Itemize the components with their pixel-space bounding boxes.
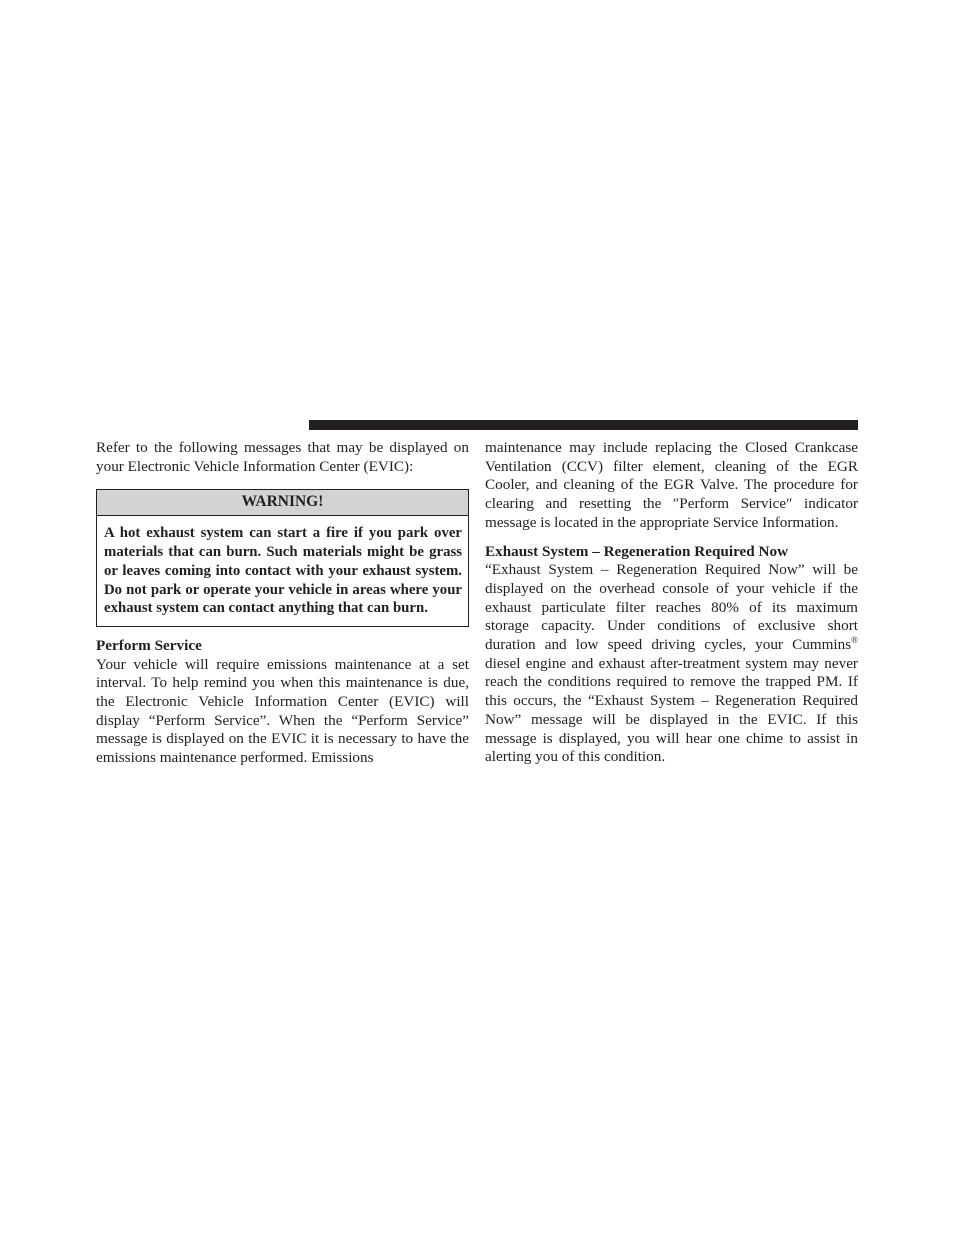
left-column [96, 439, 469, 768]
exhaust-system-body-part2: diesel engine and exhaust after-treatment system may never reach the conditions required to remove the trapped PM. If this occurs, the “Exhaust System – Regeneration Required Now” message will be displayed in the EVIC. If this message is displayed, you will hear one chime to assist in alerting you of this condition. [485, 654, 858, 766]
warning-title: WARNING! [97, 490, 468, 516]
exhaust-system-body-part1: “Exhaust System – Regeneration Required Now” will be displayed on the overhead console of your vehicle if the exhaust particulate filter reaches 80% of its maximum storage capacity. Under conditions of exclusive short duration and low speed driving cycles, your Cummins [485, 561, 858, 654]
section-header-bar [309, 420, 858, 430]
exhaust-system-body [485, 561, 858, 767]
warning-body: A hot exhaust system can start a fire if you park over materials that can burn. Such materials might be grass or leaves coming into contact with your exhaust system. Do not park or operate your vehicle in areas where your exhaust system can contact anything that can burn. [104, 525, 462, 617]
intro-paragraph: Refer to the following messages that may be displayed on your Electronic Vehicle Information Center (EVIC): [96, 439, 469, 475]
perform-service-heading: Perform Service [96, 636, 202, 654]
perform-service-continuation: maintenance may include replacing the Closed Crankcase Ventilation (CCV) filter element, cleaning of the EGR Cooler, and cleaning of the EGR Valve. The procedure for clearing and resetting the ″Perform Service″ indicator message is located in the appropriate Service Information. [485, 439, 858, 531]
perform-service-body: Your vehicle will require emissions maintenance at a set interval. To help remind you when this maintenance is due, the Electronic Vehicle Information Center (EVIC) will display “Perform Service”. When the “Perform Service” message is displayed on the EVIC it is necessary to have the emissions maintenance performed. Emissions [96, 655, 469, 767]
right-column [485, 439, 858, 767]
exhaust-system-heading: Exhaust System – Regeneration Required Now [485, 542, 789, 560]
registered-mark: ® [851, 634, 858, 645]
warning-box [96, 489, 469, 627]
